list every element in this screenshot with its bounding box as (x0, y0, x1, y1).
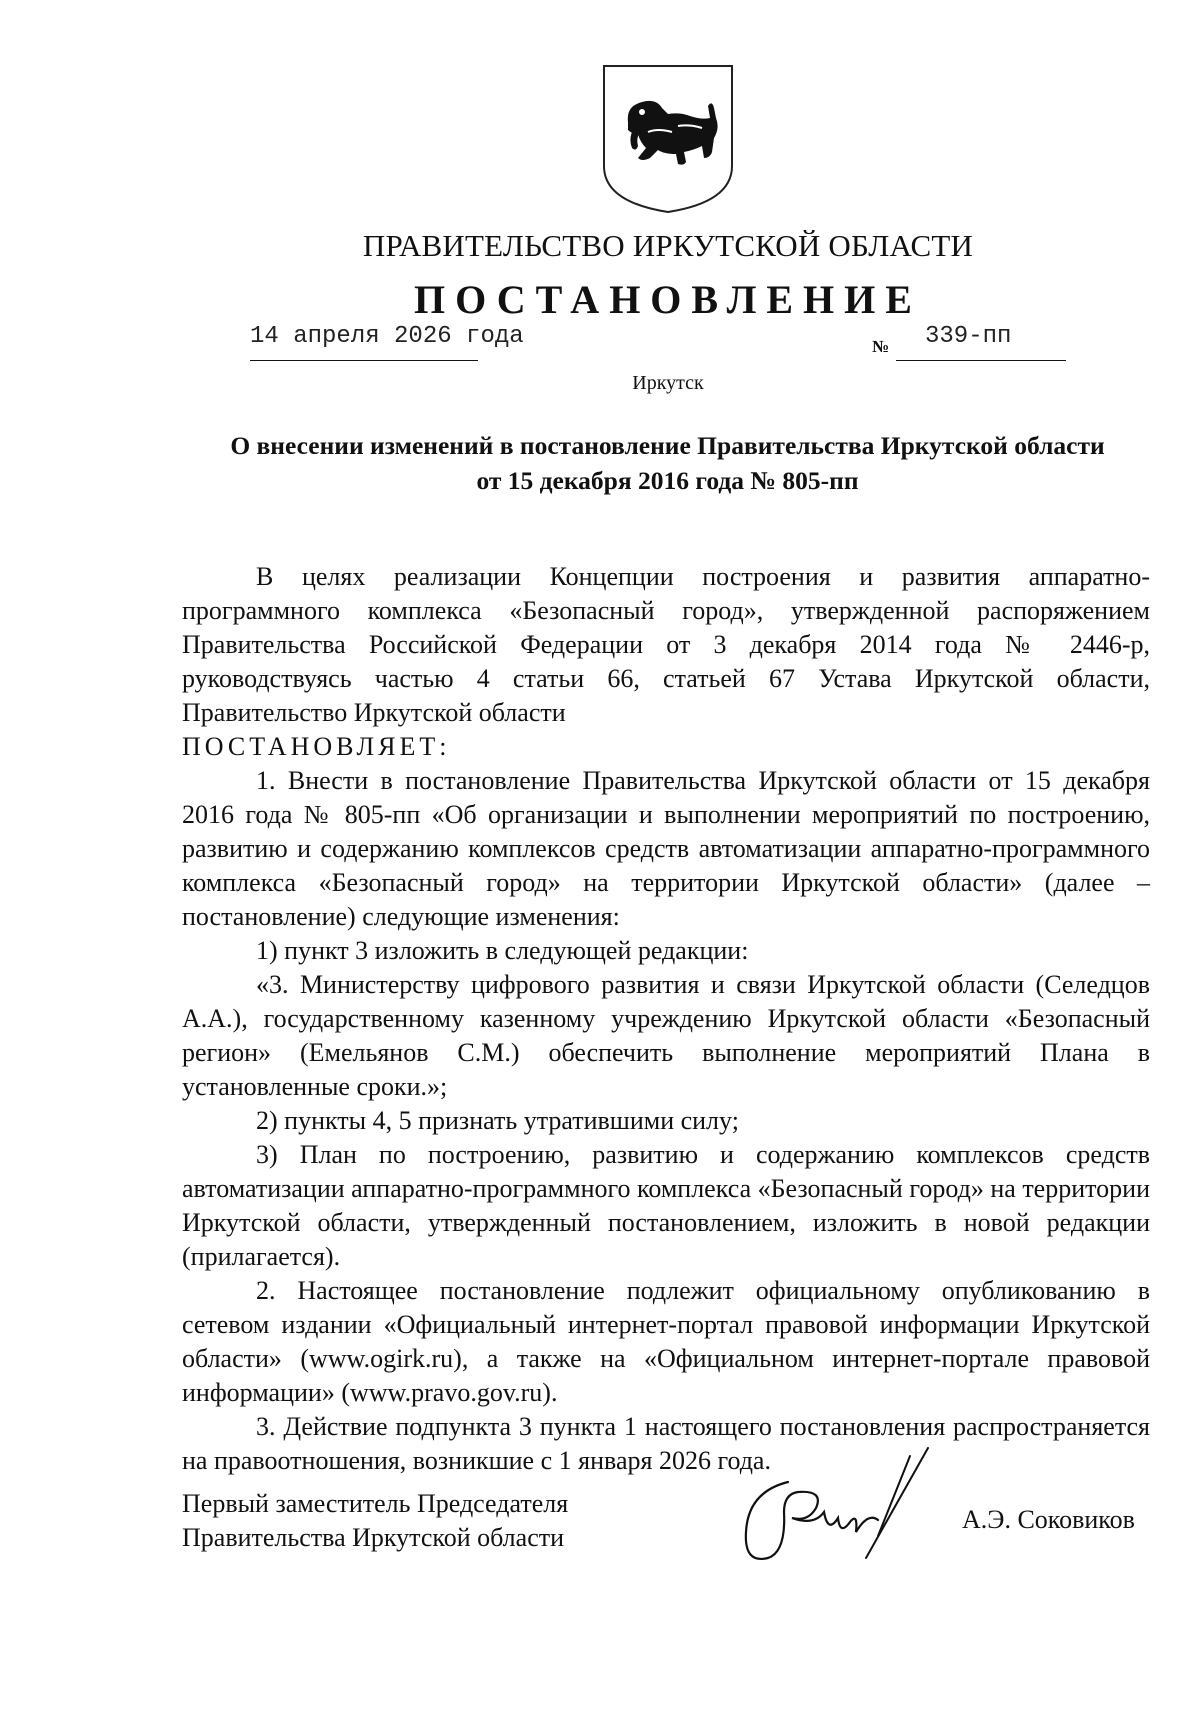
document-date: 14 апреля 2026 года (250, 323, 524, 350)
title-line-1: О внесении изменений в постановление Правительства Иркутской области (230, 431, 1105, 460)
number-underline (896, 360, 1066, 361)
preamble-paragraph: В целях реализации Концепции построения и развития аппаратно-программного комплекса «Безопасный город», утвержденной распоряжением Правительства Российской Федерации от 3 декабря 2014 года № 2446-р, руководствуясь частью 4 статьи 66, статьей 67 Устава Иркутской области, Правительство Иркутской области (182, 562, 1150, 727)
item-1-1-text-paragraph: «3. Министерству цифрового развития и связи Иркутской области (Селедцов А.А.), государственному казенному учреждению Иркутской области «Безопасный регион» (Емельянов С.М.) обеспечить выполнение мероприятий Плана в установленные сроки.»; (182, 970, 1150, 1101)
item-1-paragraph: 1. Внести в постановление Правительства Иркутской области от 15 декабря 2016 года № 805-пп «Об организации и выполнении мероприятий по построению, развитию и содержанию комплексов средств автоматизации аппаратно-программного комплекса «Безопасный город» на территории Иркутской области» (далее – постановление) следующие изменения: (182, 766, 1150, 931)
signer-position (182, 1487, 568, 1555)
number-sign: № (872, 337, 890, 356)
item-2-paragraph: 2. Настоящее постановление подлежит официальному опубликованию в сетевом издании «Официальный интернет-портал правовой информации Иркутской области» (www.ogirk.ru), а также на «Официальном интернет-портале правовой информации» (www.pravo.gov.ru). (182, 1276, 1150, 1407)
document-number: 339-пп (925, 323, 1012, 350)
document-body (182, 560, 1150, 1478)
decree-word: ПОСТАНОВЛЯЕТ: (182, 732, 451, 761)
item-1-1-paragraph: 1) пункт 3 изложить в следующей редакции: (256, 936, 749, 965)
signer-position-line-2: Правительства Иркутской области (182, 1523, 565, 1552)
document-type: ПОСТАНОВЛЕНИЕ (414, 277, 922, 322)
item-1-2-paragraph: 2) пункты 4, 5 признать утратившими силу; (256, 1106, 739, 1135)
coat-of-arms-emblem (598, 62, 738, 214)
item-1-3-paragraph: 3) План по построению, развитию и содержанию комплексов средств автоматизации аппаратно-программного комплекса «Безопасный город» на территории Иркутской области, утвержденный постановлением, изложить в новой редакции (прилагается). (182, 1140, 1150, 1271)
signer-name: А.Э. Соковиков (962, 1505, 1135, 1534)
item-3-paragraph: 3. Действие подпункта 3 пункта 1 настоящего постановления распространяется на правоотношения, возникшие с 1 января 2026 года. (182, 1412, 1150, 1475)
date-underline (250, 360, 478, 361)
handwritten-signature (728, 1442, 958, 1572)
signer-position-line-1: Первый заместитель Председателя (182, 1489, 569, 1518)
city-name: Иркутск (632, 372, 704, 394)
title-line-2: от 15 декабря 2016 года № 805-пп (476, 466, 859, 495)
document-title (180, 428, 1155, 498)
authority-name: ПРАВИТЕЛЬСТВО ИРКУТСКОЙ ОБЛАСТИ (362, 228, 974, 263)
